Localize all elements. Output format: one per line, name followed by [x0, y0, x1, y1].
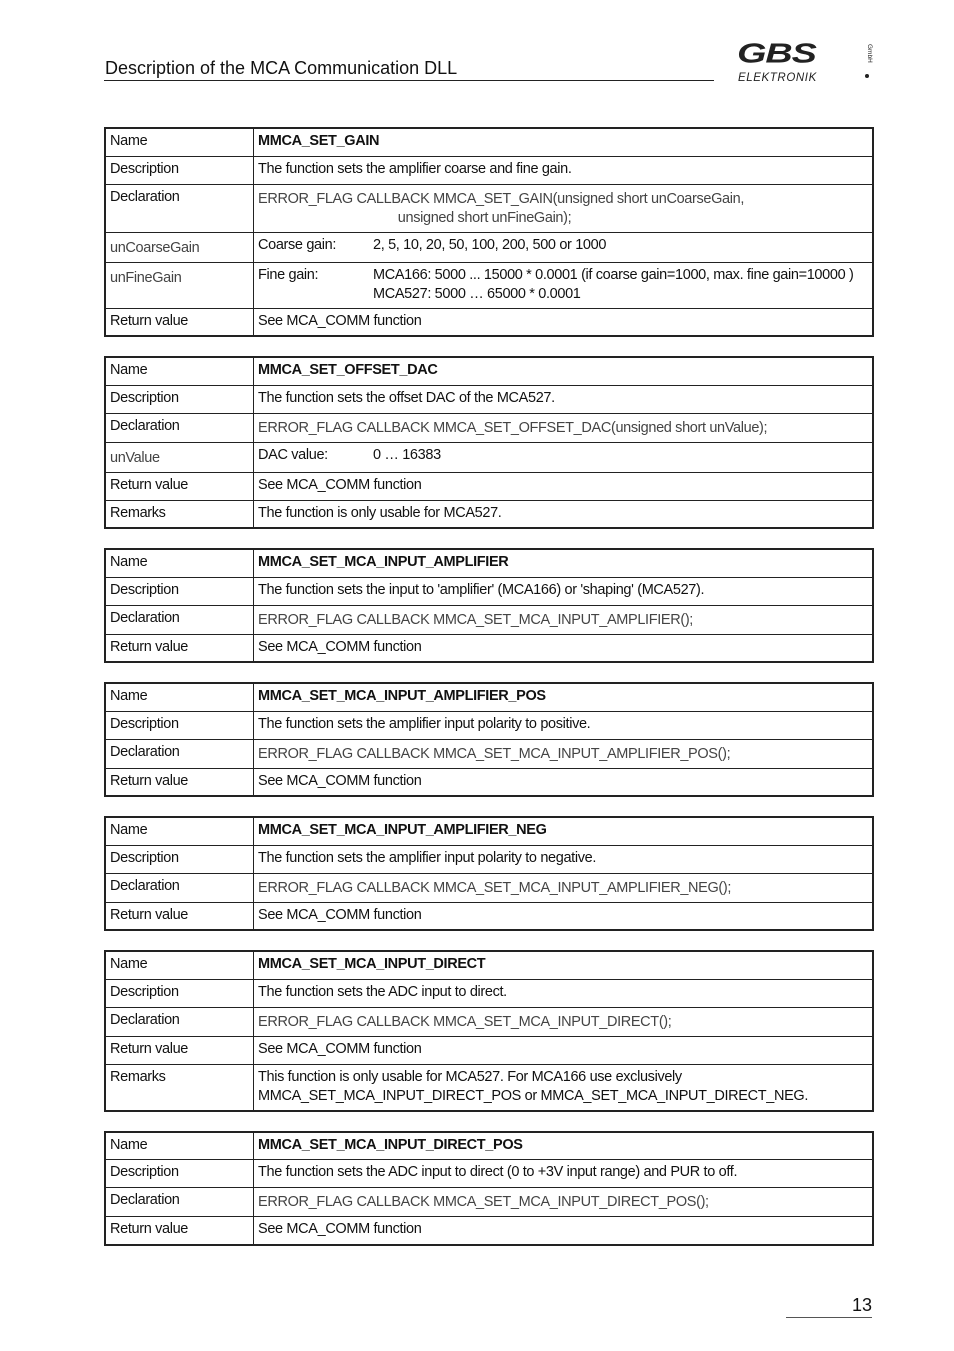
function-declaration: ERROR_FLAG CALLBACK MMCA_SET_MCA_INPUT_DIRECT_POS(); [254, 1188, 874, 1217]
function-description: The function sets the ADC input to direct. [254, 979, 874, 1007]
remarks-text: This function is only usable for MCA527. For MCA166 use exclusively MMCA_SET_MCA_INPUT_DIRECT_POS or MMCA_SET_MCA_INPUT_DIRECT_NEG. [254, 1064, 874, 1111]
function-name: MMCA_SET_GAIN [254, 128, 874, 156]
function-description: The function sets the ADC input to direct (0 to +3V input range) and PUR to off. [254, 1160, 874, 1188]
description-row [105, 1160, 873, 1188]
declaration-row [105, 873, 873, 902]
row-label: Description [105, 845, 254, 873]
function-name: MMCA_SET_OFFSET_DAC [254, 357, 874, 385]
row-label: Name [105, 1132, 254, 1160]
row-label: Declaration [105, 605, 254, 634]
return-value: See MCA_COMM function [254, 472, 874, 500]
gbs-elektronik-logo [735, 40, 875, 90]
row-label: Declaration [105, 1188, 254, 1217]
row-label: Name [105, 128, 254, 156]
function-table [104, 1131, 874, 1246]
return-value: See MCA_COMM function [254, 634, 874, 662]
parameter-label: DAC value: [258, 446, 328, 463]
row-label: Name [105, 951, 254, 979]
row-label: Return value [105, 1217, 254, 1245]
parameter-row [105, 442, 873, 472]
row-label: Declaration [105, 1007, 254, 1036]
declaration-row [105, 739, 873, 768]
description-row [105, 385, 873, 413]
declaration-row [105, 1188, 873, 1217]
row-label: Return value [105, 472, 254, 500]
return-value-row [105, 472, 873, 500]
parameter-name: unCoarseGain [105, 232, 254, 262]
parameter-description [254, 262, 874, 308]
function-declaration: ERROR_FLAG CALLBACK MMCA_SET_GAIN(unsigned short unCoarseGain, unsigned short unFineGain); [254, 184, 874, 232]
declaration-row [105, 1007, 873, 1036]
name-row [105, 549, 873, 577]
parameter-description [254, 442, 874, 472]
parameter-label: Fine gain: [258, 266, 319, 283]
return-value-row [105, 634, 873, 662]
row-label: Description [105, 711, 254, 739]
row-label: Declaration [105, 739, 254, 768]
row-label: Description [105, 979, 254, 1007]
function-table [104, 682, 874, 797]
name-row [105, 1132, 873, 1160]
row-label: Return value [105, 634, 254, 662]
parameter-name: unValue [105, 442, 254, 472]
row-label: Description [105, 577, 254, 605]
function-declaration: ERROR_FLAG CALLBACK MMCA_SET_MCA_INPUT_DIRECT(); [254, 1007, 874, 1036]
row-label: Name [105, 357, 254, 385]
function-tables [104, 127, 874, 1265]
row-label: Description [105, 385, 254, 413]
function-name: MMCA_SET_MCA_INPUT_AMPLIFIER [254, 549, 874, 577]
logo-main-text: GBS [737, 40, 816, 70]
declaration-row [105, 184, 873, 232]
return-value-row [105, 768, 873, 796]
return-value-row [105, 1217, 873, 1245]
parameter-row [105, 232, 873, 262]
return-value-row [105, 1036, 873, 1064]
function-name: MMCA_SET_MCA_INPUT_AMPLIFIER_POS [254, 683, 874, 711]
row-label: Remarks [105, 500, 254, 528]
function-table [104, 816, 874, 931]
declaration-row [105, 605, 873, 634]
function-description: The function sets the offset DAC of the MCA527. [254, 385, 874, 413]
return-value-row [105, 308, 873, 336]
name-row [105, 357, 873, 385]
row-label: Name [105, 817, 254, 845]
row-label: Declaration [105, 184, 254, 232]
logo-suffix-text: GmbH [866, 44, 873, 63]
parameter-label: Coarse gain: [258, 236, 337, 253]
row-label: Return value [105, 902, 254, 930]
parameter-description [254, 232, 874, 262]
parameter-value: MCA166: 5000 ... 15000 * 0.0001 (if coarse gain=1000, max. fine gain=10000 ) [373, 266, 854, 283]
remarks-row [105, 500, 873, 528]
description-row [105, 845, 873, 873]
description-row [105, 577, 873, 605]
function-description: The function sets the amplifier input polarity to positive. [254, 711, 874, 739]
declaration-row [105, 413, 873, 442]
return-value: See MCA_COMM function [254, 308, 874, 336]
parameter-row [105, 262, 873, 308]
row-label: Declaration [105, 413, 254, 442]
parameter-value: 2, 5, 10, 20, 50, 100, 200, 500 or 1000 [373, 236, 607, 253]
function-declaration: ERROR_FLAG CALLBACK MMCA_SET_OFFSET_DAC(unsigned short unValue); [254, 413, 874, 442]
name-row [105, 951, 873, 979]
row-label: Return value [105, 768, 254, 796]
function-description: The function sets the amplifier input polarity to negative. [254, 845, 874, 873]
function-name: MMCA_SET_MCA_INPUT_AMPLIFIER_NEG [254, 817, 874, 845]
row-label: Return value [105, 1036, 254, 1064]
name-row [105, 817, 873, 845]
function-declaration: ERROR_FLAG CALLBACK MMCA_SET_MCA_INPUT_AMPLIFIER_NEG(); [254, 873, 874, 902]
row-label: Return value [105, 308, 254, 336]
gbs-logo-graphic [735, 40, 875, 90]
page-header-title: Description of the MCA Communication DLL [105, 58, 458, 78]
function-declaration: ERROR_FLAG CALLBACK MMCA_SET_MCA_INPUT_AMPLIFIER_POS(); [254, 739, 874, 768]
name-row [105, 128, 873, 156]
row-label: Remarks [105, 1064, 254, 1111]
description-row [105, 711, 873, 739]
function-description: The function sets the amplifier coarse and fine gain. [254, 156, 874, 184]
logo-sub-text: ELEKTRONIK [738, 72, 817, 84]
name-row [105, 683, 873, 711]
return-value: See MCA_COMM function [254, 1217, 874, 1245]
function-description: The function sets the input to 'amplifier' (MCA166) or 'shaping' (MCA527). [254, 577, 874, 605]
function-table [104, 127, 874, 337]
row-label: Name [105, 549, 254, 577]
remarks-text: The function is only usable for MCA527. [254, 500, 874, 528]
return-value-row [105, 902, 873, 930]
page-number: 13 [851, 1295, 872, 1315]
function-table [104, 548, 874, 663]
parameter-name: unFineGain [105, 262, 254, 308]
function-declaration: ERROR_FLAG CALLBACK MMCA_SET_MCA_INPUT_AMPLIFIER(); [254, 605, 874, 634]
function-name: MMCA_SET_MCA_INPUT_DIRECT [254, 951, 874, 979]
remarks-row [105, 1064, 873, 1111]
header-rule [104, 80, 714, 81]
description-row [105, 156, 873, 184]
description-row [105, 979, 873, 1007]
logo-dot [865, 74, 869, 78]
row-label: Description [105, 156, 254, 184]
row-label: Description [105, 1160, 254, 1188]
page-number-rule [786, 1317, 872, 1318]
row-label: Name [105, 683, 254, 711]
function-table [104, 950, 874, 1112]
return-value: See MCA_COMM function [254, 1036, 874, 1064]
parameter-value: MCA527: 5000 … 65000 * 0.0001 [373, 285, 581, 302]
row-label: Declaration [105, 873, 254, 902]
function-name: MMCA_SET_MCA_INPUT_DIRECT_POS [254, 1132, 874, 1160]
return-value: See MCA_COMM function [254, 902, 874, 930]
return-value: See MCA_COMM function [254, 768, 874, 796]
function-table [104, 356, 874, 529]
parameter-value: 0 … 16383 [373, 446, 441, 463]
